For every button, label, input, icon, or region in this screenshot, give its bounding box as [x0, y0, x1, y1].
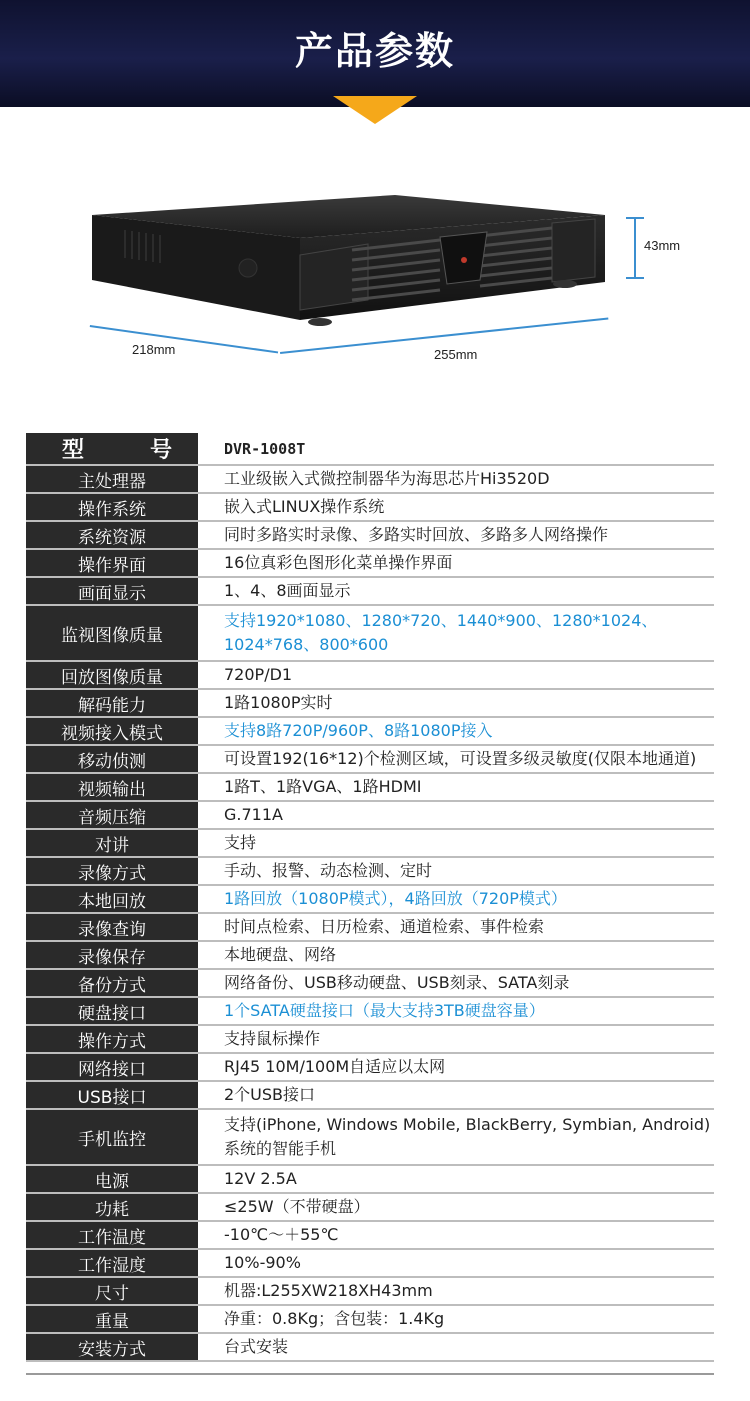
spec-key: 视频接入模式: [26, 717, 198, 745]
spec-value: 1个SATA硬盘接口（最大支持3TB硬盘容量）: [222, 997, 714, 1025]
spec-value: ≤25W（不带硬盘）: [222, 1193, 714, 1221]
spec-value: 支持鼠标操作: [222, 1025, 714, 1053]
spec-value: 净重：0.8Kg；含包装：1.4Kg: [222, 1305, 714, 1333]
spec-row: [26, 1193, 714, 1221]
spec-value: 网络备份、USB移动硬盘、USB刻录、SATA刻录: [222, 969, 714, 997]
spec-gap: [198, 521, 222, 549]
spec-gap: [198, 1305, 222, 1333]
spec-key: 监视图像质量: [26, 605, 198, 661]
spec-row: [26, 493, 714, 521]
spec-key: 对讲: [26, 829, 198, 857]
spec-gap: [198, 1109, 222, 1165]
spec-gap: [198, 1221, 222, 1249]
spec-value: 可设置192(16*12)个检测区域，可设置多级灵敏度(仅限本地通道): [222, 745, 714, 773]
spec-row: [26, 1081, 714, 1109]
spec-value: G.711A: [222, 801, 714, 829]
spec-key-right: 号: [149, 438, 172, 463]
spec-value: 同时多路实时录像、多路实时回放、多路多人网络操作: [222, 521, 714, 549]
spec-key: 手机监控: [26, 1109, 198, 1165]
spec-value: DVR-1008T: [222, 433, 714, 465]
spec-gap: [198, 1277, 222, 1305]
spec-gap: [198, 857, 222, 885]
spec-row: [26, 745, 714, 773]
page-title: 产品参数: [294, 29, 455, 73]
spec-key: 操作系统: [26, 493, 198, 521]
spec-row: [26, 773, 714, 801]
spec-gap: [198, 1165, 222, 1193]
spec-key: 硬盘接口: [26, 997, 198, 1025]
spec-row: [26, 1165, 714, 1193]
spec-key: 尺寸: [26, 1277, 198, 1305]
spec-key: 录像保存: [26, 941, 198, 969]
spec-value: 本地硬盘、网络: [222, 941, 714, 969]
spec-value: 720P/D1: [222, 661, 714, 689]
dvr-device-illustration: [0, 130, 750, 390]
spec-row: [26, 661, 714, 689]
spec-key-left: 型: [62, 438, 85, 463]
spec-key: 工作温度: [26, 1221, 198, 1249]
spec-row: [26, 1305, 714, 1333]
spec-row: [26, 605, 714, 661]
spec-row: [26, 969, 714, 997]
spec-row: [26, 1109, 714, 1165]
spec-gap: [198, 661, 222, 689]
spec-row: [26, 829, 714, 857]
spec-key: 画面显示: [26, 577, 198, 605]
height-dim-line: [634, 217, 636, 279]
spec-key: 安装方式: [26, 1333, 198, 1361]
width-label: 255mm: [434, 347, 478, 362]
spec-gap: [198, 829, 222, 857]
spec-gap: [198, 1249, 222, 1277]
spec-row: [26, 857, 714, 885]
spec-row: [26, 717, 714, 745]
down-arrow-icon: [333, 96, 417, 124]
spec-gap: [198, 577, 222, 605]
spec-key: 视频输出: [26, 773, 198, 801]
spec-key: 重量: [26, 1305, 198, 1333]
spec-gap: [198, 689, 222, 717]
spec-row: [26, 465, 714, 493]
spec-gap: [198, 745, 222, 773]
spec-row: [26, 1025, 714, 1053]
spec-key: 录像查询: [26, 913, 198, 941]
spec-row: [26, 1053, 714, 1081]
spec-gap: [198, 465, 222, 493]
spec-key: 回放图像质量: [26, 661, 198, 689]
spec-key: 电源: [26, 1165, 198, 1193]
spec-value: 1路回放（1080P模式），4路回放（720P模式）: [222, 885, 714, 913]
spec-gap: [198, 997, 222, 1025]
spec-key: 解码能力: [26, 689, 198, 717]
spec-row: [26, 549, 714, 577]
spec-value: 支持8路720P/960P、8路1080P接入: [222, 717, 714, 745]
spec-value: RJ45 10M/100M自适应以太网: [222, 1053, 714, 1081]
spec-row: [26, 1249, 714, 1277]
spec-key: USB接口: [26, 1081, 198, 1109]
spec-row: [26, 801, 714, 829]
spec-row: [26, 885, 714, 913]
spec-value: 1路1080P实时: [222, 689, 714, 717]
spec-key: 网络接口: [26, 1053, 198, 1081]
spec-value: 支持: [222, 829, 714, 857]
spec-value: 12V 2.5A: [222, 1165, 714, 1193]
spec-row: [26, 913, 714, 941]
spec-value: 手动、报警、动态检测、定时: [222, 857, 714, 885]
spec-key: 移动侦测: [26, 745, 198, 773]
spec-gap: [198, 493, 222, 521]
spec-gap: [198, 941, 222, 969]
spec-gap: [198, 1333, 222, 1361]
spec-value: 16位真彩色图形化菜单操作界面: [222, 549, 714, 577]
spec-row: [26, 1277, 714, 1305]
spec-gap: [198, 1053, 222, 1081]
spec-value: 工业级嵌入式微控制器华为海思芯片Hi3520D: [222, 465, 714, 493]
spec-table: [26, 433, 714, 1362]
spec-value: 1路T、1路VGA、1路HDMI: [222, 773, 714, 801]
spec-gap: [198, 913, 222, 941]
spec-gap: [198, 801, 222, 829]
spec-gap: [198, 433, 222, 465]
spec-row: [26, 433, 714, 465]
spec-key: 主处理器: [26, 465, 198, 493]
spec-value: 台式安装: [222, 1333, 714, 1361]
spec-gap: [198, 969, 222, 997]
spec-gap: [198, 1193, 222, 1221]
spec-key: 备份方式: [26, 969, 198, 997]
spec-key: [26, 433, 198, 465]
spec-key: 本地回放: [26, 885, 198, 913]
spec-value: -10℃～＋55℃: [222, 1221, 714, 1249]
spec-key: 音频压缩: [26, 801, 198, 829]
spec-value: 10%-90%: [222, 1249, 714, 1277]
spec-gap: [198, 1081, 222, 1109]
spec-value: 1、4、8画面显示: [222, 577, 714, 605]
spec-key: 功耗: [26, 1193, 198, 1221]
spec-value: 时间点检索、日历检索、通道检索、事件检索: [222, 913, 714, 941]
spec-key: 录像方式: [26, 857, 198, 885]
spec-gap: [198, 773, 222, 801]
spec-value: 嵌入式LINUX操作系统: [222, 493, 714, 521]
product-image: [0, 130, 750, 390]
spec-value: 机器:L255XW218XH43mm: [222, 1277, 714, 1305]
spec-key: 工作湿度: [26, 1249, 198, 1277]
spec-row: [26, 521, 714, 549]
spec-value: 支持(iPhone, Windows Mobile, BlackBerry, Symbian, Android)系统的智能手机: [222, 1109, 714, 1165]
spec-value: 2个USB接口: [222, 1081, 714, 1109]
spec-gap: [198, 717, 222, 745]
spec-gap: [198, 885, 222, 913]
spec-row: [26, 997, 714, 1025]
spec-gap: [198, 549, 222, 577]
spec-row: [26, 1221, 714, 1249]
depth-label: 218mm: [132, 342, 176, 357]
spec-gap: [198, 1025, 222, 1053]
table-bottom-border: [26, 1373, 714, 1375]
spec-row: [26, 689, 714, 717]
height-label: 43mm: [644, 238, 681, 253]
spec-key: 操作方式: [26, 1025, 198, 1053]
spec-key: 操作界面: [26, 549, 198, 577]
spec-value: 支持1920*1080、1280*720、1440*900、1280*1024、1024*768、800*600: [222, 605, 714, 661]
spec-key: 系统资源: [26, 521, 198, 549]
header-banner: [0, 0, 750, 107]
spec-row: [26, 577, 714, 605]
spec-row: [26, 1333, 714, 1361]
spec-row: [26, 941, 714, 969]
spec-gap: [198, 605, 222, 661]
